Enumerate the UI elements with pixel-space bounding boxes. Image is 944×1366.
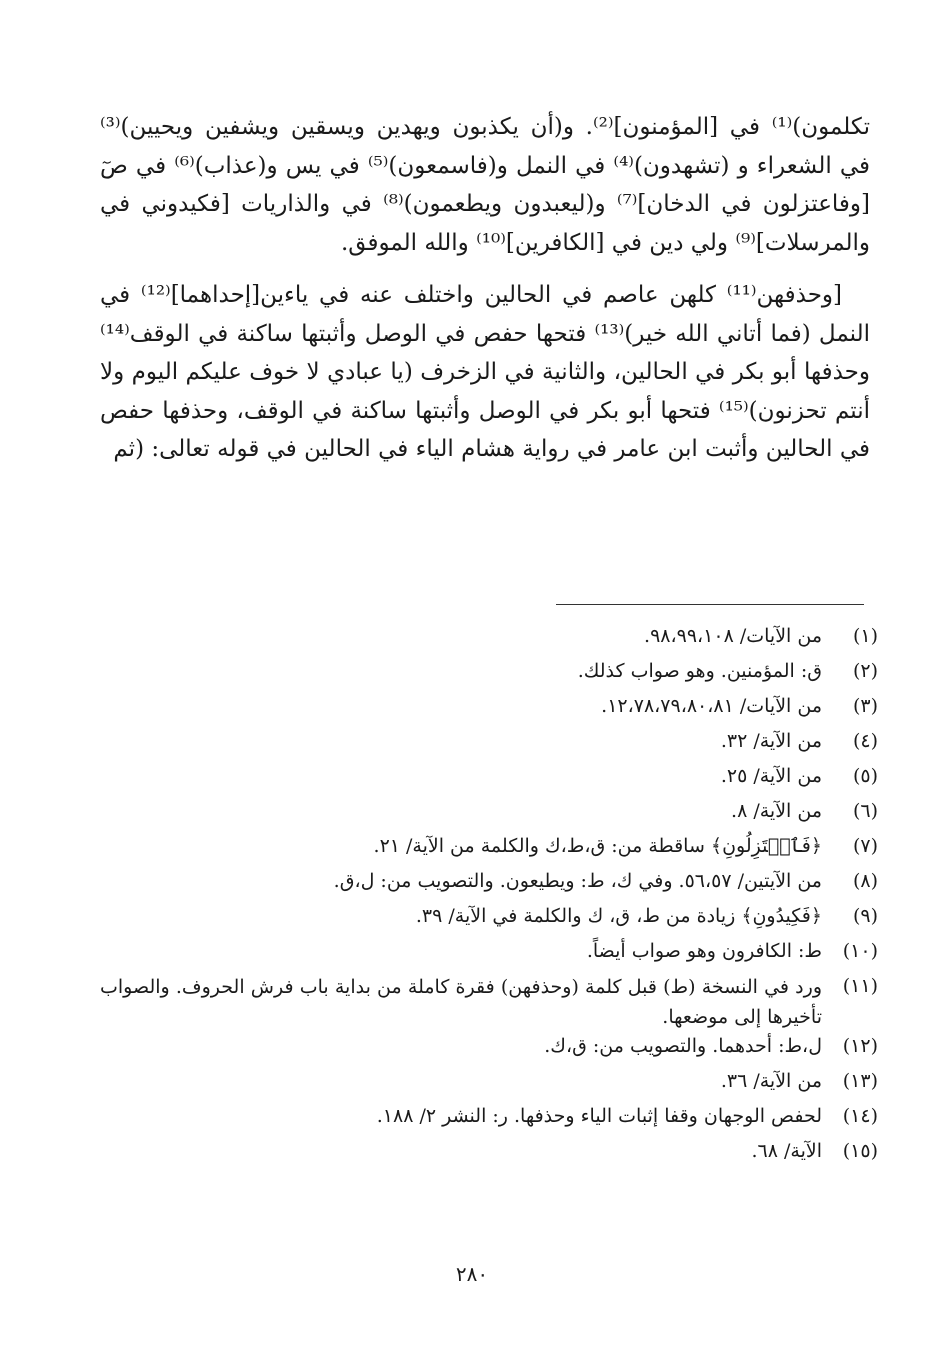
footnote-text: ق: المؤمنين. وهو صواب كذلك. <box>577 660 822 682</box>
footnote-text: من الآية/ ٢٥. <box>720 765 822 787</box>
footnote <box>100 1137 880 1172</box>
footnote-text: من الآية/ ٣٦. <box>720 1070 822 1092</box>
footnote-number: (٦) <box>852 800 878 822</box>
footnote-number: (٥) <box>852 765 878 787</box>
footnote-number: (٨) <box>852 870 878 892</box>
footnote-number: (٢) <box>852 660 878 682</box>
footnote-text: من الآيتين/ ٥٦،٥٧. وفي ك، ط: ويطيعون. والتصويب من: ل،ق. <box>333 870 822 892</box>
footnotes <box>100 622 880 1172</box>
footnote-number: (١٣) <box>842 1070 878 1092</box>
footnote <box>100 1102 880 1137</box>
footnote <box>100 622 880 657</box>
footnote-text: ﴿فَكِيدُونِ﴾ زيادة من ط، ق، ك والكلمة في الآية/ ٣٩. <box>415 905 822 927</box>
footnote-number: (١) <box>852 625 878 647</box>
footnote <box>100 937 880 972</box>
footnote-text: ورد في النسخة (ط) قبل كلمة (وحذفهن) فقرة كاملة من بداية باب فرش الحروف. والصواب تأخيرها إلى موضعها. <box>100 976 822 1028</box>
footnote-number: (٧) <box>852 835 878 857</box>
footnote-number: (٤) <box>852 730 878 752</box>
footnote <box>100 867 880 902</box>
footnote-number: (١١) <box>842 975 878 997</box>
footnote <box>100 657 880 692</box>
footnote-text: من الآية/ ٨. <box>731 800 822 822</box>
footnote-divider <box>556 604 864 605</box>
footnote-text: لحفص الوجهان وقفا إثبات الياء وحذفها. ر: النشر ٢/ ١٨٨. <box>376 1105 822 1127</box>
paragraph: تكلمون)⁽¹⁾ في [المؤمنون]⁽²⁾. و(أن يكذبون ويهدين ويسقين ويشفين ويحيين)⁽³⁾ في الشعراء و (تشهدون)⁽⁴⁾ في النمل و(فاسمعون)⁽⁵⁾ في يس و(عذاب)⁽⁶⁾ في صٓ [وفاعتزلون في الدخان]⁽⁷⁾ و(ليعبدون ويطعمون)⁽⁸⁾ في والذاريات [فكيدوني في والمرسلات]⁽⁹⁾ ولي دين في [الكافرين]⁽¹⁰⁾ والله الموفق. <box>100 114 870 256</box>
paragraph-text: [وحذفهن⁽¹¹⁾ كلهن عاصم في الحالين واختلف عنه في ياءين[إحداهما]⁽¹²⁾ في النمل (فما أتاني الله خير)⁽¹³⁾ فتحها حفص في الوصل وأثبتها ساكنة في الوقف⁽¹⁴⁾ وحذفها أبو بكر في الحالين، والثانية في الزخرف (يا عبادي لا خوف عليكم اليوم ولا أنتم تحزنون)⁽¹⁵⁾ فتحها أبو بكر في الوصل وأثبتها ساكنة في الوقف، وحذفها حفص في الحالين وأثبت ابن عامر في رواية هشام الياء في الحالين في قوله تعالى: (ثم <box>100 282 870 462</box>
footnote-text: من الآية/ ٣٢. <box>720 730 822 752</box>
footnote-number: (٩) <box>852 905 878 927</box>
footnote-text: الآية/ ٦٨. <box>751 1140 822 1162</box>
footnote <box>100 972 880 1032</box>
footnote-text: ﴿فَٱعۡتَزِلُونِ﴾ ساقطة من: ق،ط،ك والكلمة من الآية/ ٢١. <box>373 835 822 857</box>
footnote <box>100 1067 880 1102</box>
paragraph <box>100 276 870 469</box>
page-number: ٢٨٠ <box>455 1262 489 1286</box>
main-text <box>100 108 870 469</box>
footnote <box>100 902 880 937</box>
footnote-number: (١٥) <box>842 1140 878 1162</box>
footnote <box>100 797 880 832</box>
footnote <box>100 1032 880 1067</box>
footnote-text: من الآيات/ ٩٨،٩٩،١٠٨. <box>644 625 822 647</box>
footnote-text: من الآيات/ ١٢،٧٨،٧٩،٨٠،٨١. <box>601 695 822 717</box>
footnote-number: (١٠) <box>842 940 878 962</box>
footnote <box>100 832 880 867</box>
footnote-number: (١٢) <box>842 1035 878 1057</box>
footnote-number: (٣) <box>852 695 878 717</box>
footnote <box>100 692 880 727</box>
footnote-text: ل،ط: أحدهما. والتصويب من: ق،ك. <box>544 1035 822 1057</box>
footnote <box>100 727 880 762</box>
footnote-text: ط: الكافرون وهو صواب أيضاً. <box>586 940 822 962</box>
footnote-number: (١٤) <box>842 1105 878 1127</box>
footnote <box>100 762 880 797</box>
